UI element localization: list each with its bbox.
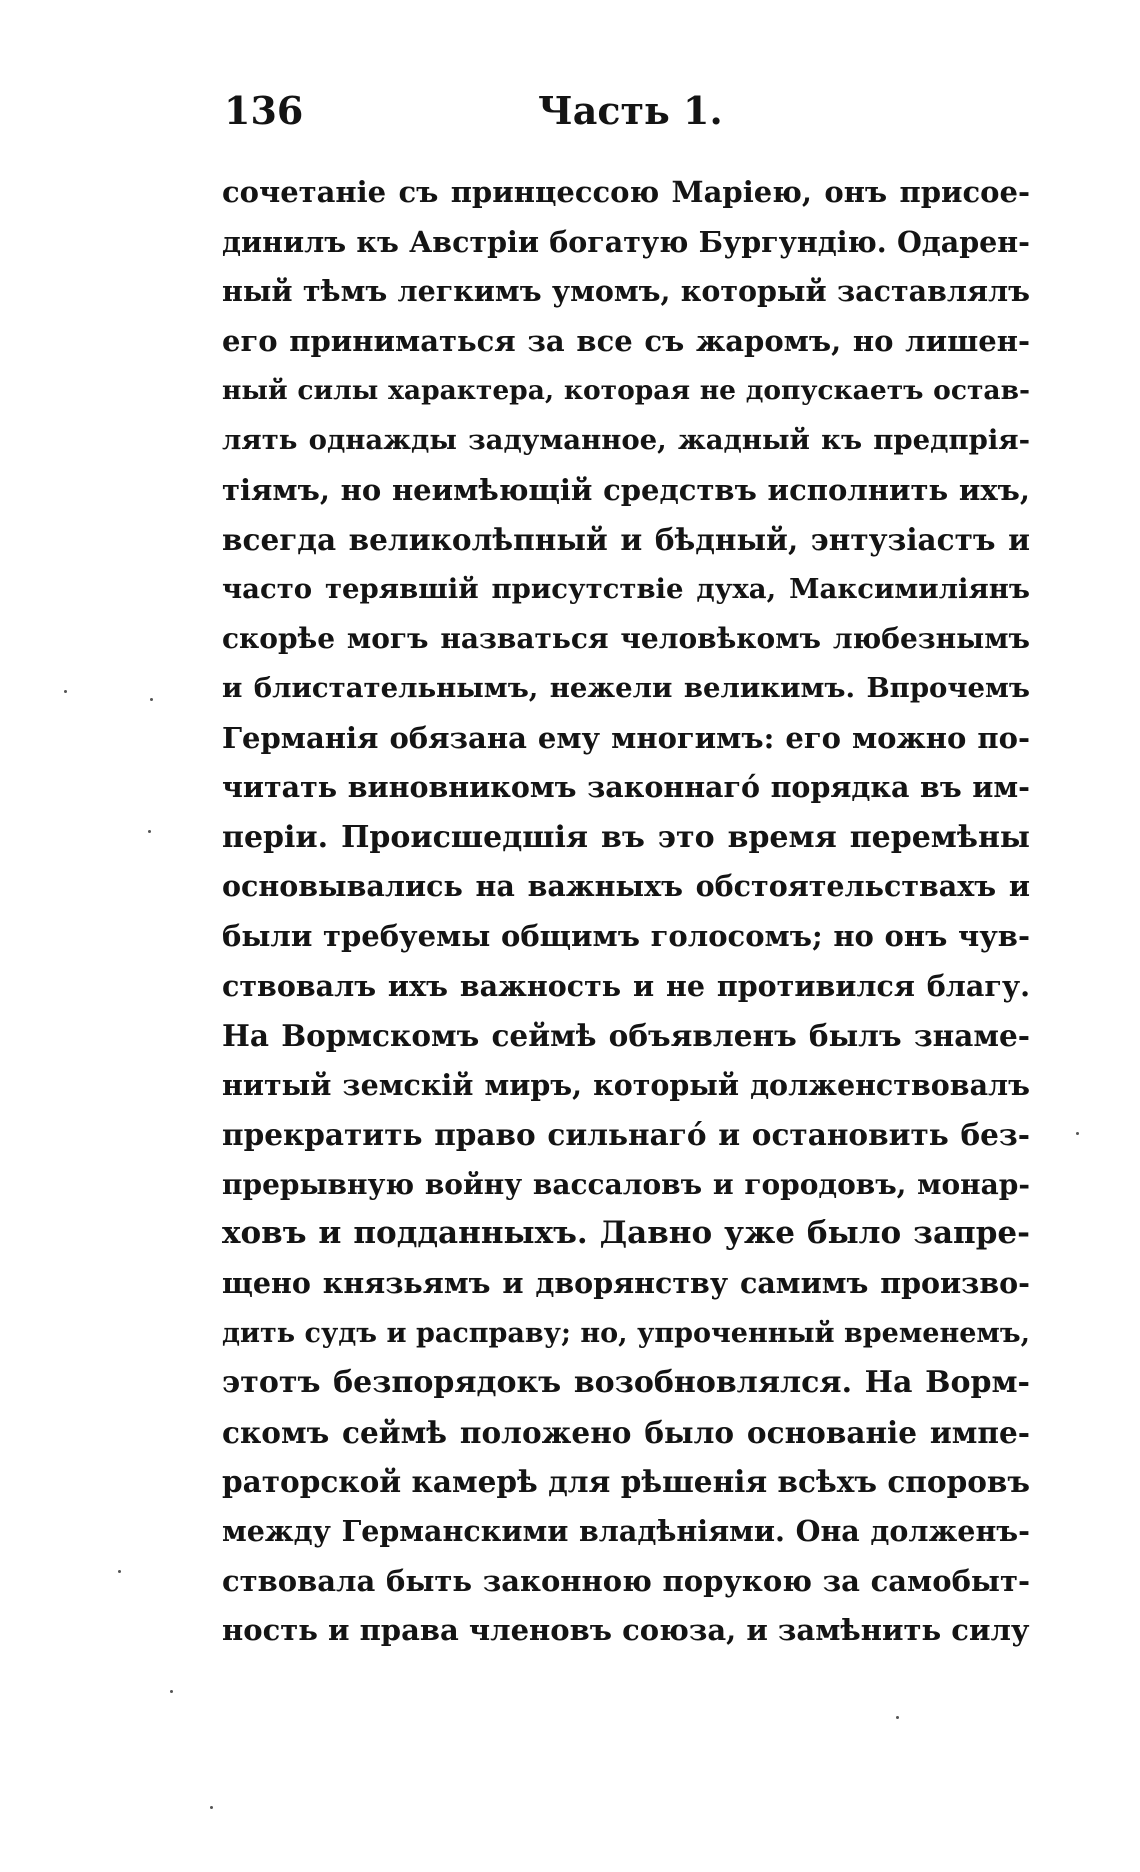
scan-speck bbox=[118, 1570, 121, 1573]
text-line: На Вормскомъ сеймѣ объявленъ былъ знаме- bbox=[222, 1018, 1030, 1054]
scan-speck bbox=[150, 698, 153, 701]
page-number: 136 bbox=[224, 88, 304, 133]
text-line: были требуемы общимъ голосомъ; но онъ чув- bbox=[222, 918, 1030, 953]
scan-speck bbox=[896, 1716, 899, 1719]
text-line: и блистательнымъ, нежели великимъ. Впрочемъ bbox=[222, 671, 1030, 704]
text-line: сочетаніе съ принцессою Маріею, онъ присое- bbox=[222, 175, 1030, 209]
text-line: этотъ безпорядокъ возобновлялся. На Ворм- bbox=[222, 1365, 1030, 1401]
text-line: щено князьямъ и дворянству самимъ произво- bbox=[222, 1266, 1030, 1301]
text-line: скорѣе могъ назваться человѣкомъ любезнымъ bbox=[222, 622, 1030, 656]
text-line: раторской камерѣ для рѣшенія всѣхъ споровъ bbox=[222, 1464, 1030, 1500]
page-header bbox=[224, 88, 1024, 148]
text-line: ствовалъ ихъ важность и не противился благу. bbox=[222, 968, 1030, 1003]
text-line: основывались на важныхъ обстоятельствахъ и bbox=[222, 869, 1030, 904]
body-text bbox=[222, 168, 1030, 1656]
text-line: его приниматься за все съ жаромъ, но лишен- bbox=[222, 323, 1030, 358]
text-line: часто терявшій присутствіе духа, Максимиліянъ bbox=[222, 572, 1030, 605]
text-line: тіямъ, но неимѣющій средствъ исполнить ихъ, bbox=[222, 472, 1030, 507]
scan-speck bbox=[210, 1806, 213, 1809]
text-line: скомъ сеймѣ положено было основаніе импе- bbox=[222, 1414, 1030, 1450]
text-line: между Германскими владѣніями. Она долженъ- bbox=[222, 1514, 1030, 1549]
text-line: ховъ и подданныхъ. Давно уже было запре- bbox=[222, 1215, 1030, 1252]
text-line: прерывную войну вассаловъ и городовъ, монар- bbox=[222, 1167, 1030, 1201]
text-line: ность и права членовъ союза, и замѣнить силу bbox=[222, 1613, 1030, 1648]
running-head: Часть 1. bbox=[538, 88, 723, 133]
scan-speck bbox=[148, 830, 151, 833]
text-line: ный тѣмъ легкимъ умомъ, который заставлялъ bbox=[222, 274, 1030, 309]
text-line: ный силы характера, которая не допускаетъ остав- bbox=[222, 375, 1030, 407]
text-line: прекратить право сильнагó и остановить без- bbox=[222, 1117, 1030, 1153]
text-line: лять однажды задуманное, жадный къ предпрія- bbox=[222, 423, 1030, 456]
scan-speck bbox=[1076, 1132, 1079, 1135]
text-line: читать виновникомъ законнагó порядка въ им- bbox=[222, 770, 1030, 805]
text-line: періи. Происшедшія въ это время перемѣны bbox=[222, 819, 1030, 855]
text-line: нитый земскій миръ, который долженствовалъ bbox=[222, 1067, 1030, 1102]
text-line: Германія обязана ему многимъ: его можно по- bbox=[222, 720, 1030, 755]
text-line: динилъ къ Австріи богатую Бургундію. Одарен- bbox=[222, 224, 1030, 259]
text-line: дить судъ и расправу; но, упроченный временемъ, bbox=[222, 1317, 1030, 1349]
scan-speck bbox=[170, 1690, 173, 1693]
text-line: всегда великолѣпный и бѣдный, энтузіастъ и bbox=[222, 522, 1030, 558]
text-line: ствовала быть законною порукою за самобыт- bbox=[222, 1563, 1030, 1598]
scan-speck bbox=[64, 690, 67, 693]
